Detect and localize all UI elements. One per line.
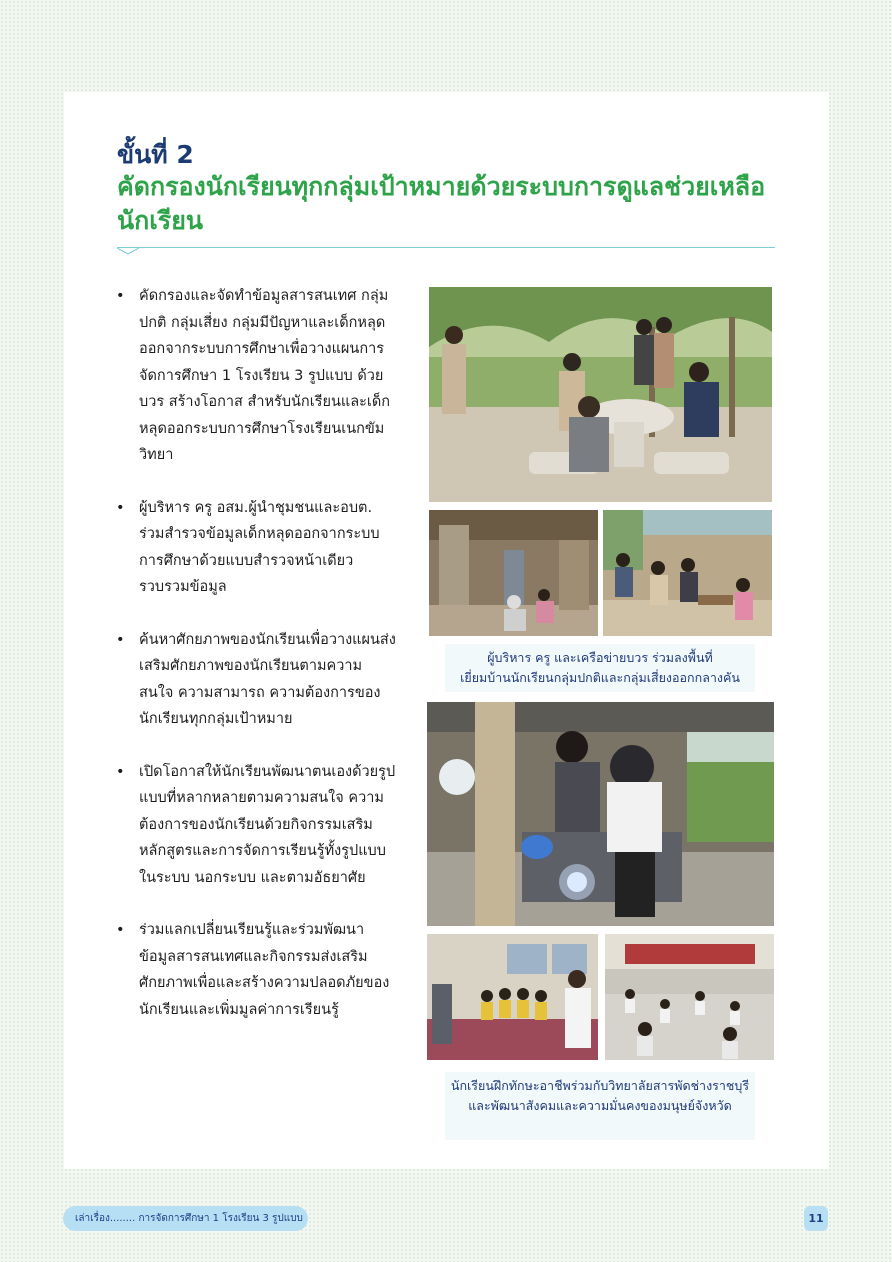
bullet-item: • ค้นหาศักยภาพของนักเรียนเพื่อวางแผนส่งเสริมศักยภาพของนักเรียนตามความสนใจ ความสามารถ ความต้องการของนักเรียนทุกกลุ่มเป้าหมาย [116, 627, 396, 733]
caption-line: เยี่ยมบ้านนักเรียนกลุ่มปกติและกลุ่มเสี่ยงออกกลางคัน [460, 670, 740, 685]
heading-divider [117, 247, 775, 248]
photo-classroom-activity [427, 934, 598, 1060]
bullet-item: • ร่วมแลกเปลี่ยนเรียนรู้และร่วมพัฒนาข้อมูลสารสนเทศและกิจกรรมส่งเสริมศักยภาพเพื่อและสร้างความปลอดภัยของนักเรียนและเพิ่มมูลค่าการเรียนรู้ [116, 917, 396, 1023]
photo-home-visit-outdoor [429, 287, 772, 502]
photo-community-meeting [603, 510, 772, 636]
divider-chevron-icon [117, 247, 139, 257]
bullet-item: • ผู้บริหาร ครู อสม.ผู้นำชุมชนและอบต. ร่วมสำรวจข้อมูลเด็กหลุดออกจากระบบการศึกษาด้วยแบบสำรวจหน้าเดียวรวบรวมข้อมูล [116, 495, 396, 601]
photo-caption-home-visit [445, 644, 755, 692]
bullet-item: • เปิดโอกาสให้นักเรียนพัฒนาตนเองด้วยรูปแบบที่หลากหลายตามความสนใจ ความต้องการของนักเรียนด้วยกิจกรรมเสริมหลักสูตรและการจัดการเรียนรู้ทั้งรูปแบบในระบบ นอกระบบ และตามอัธยาศัย [116, 759, 396, 892]
bullet-list [116, 283, 396, 1049]
photo-home-visit-indoor [429, 510, 598, 636]
step-label: ขั้นที่ 2 [117, 140, 194, 169]
footer-book-title: เล่าเรื่อง........ การจัดการศึกษา 1 โรงเรียน 3 รูปแบบ [63, 1206, 308, 1231]
page-heading: คัดกรองนักเรียนทุกกลุ่มเป้าหมายด้วยระบบการดูแลช่วยเหลือนักเรียน [117, 172, 766, 235]
photo-students-training [605, 934, 774, 1060]
photo-caption-vocational-training [445, 1072, 755, 1140]
caption-line: และพัฒนาสังคมและความมั่นคงของมนุษย์จังหวัด [468, 1098, 732, 1113]
page-number: 11 [804, 1206, 828, 1231]
caption-line: ผู้บริหาร ครู และเครือข่ายบวร ร่วมลงพื้นที่ [487, 650, 713, 665]
photo-welding-training [427, 702, 774, 926]
bullet-item: • คัดกรองและจัดทำข้อมูลสารสนเทศ กลุ่มปกติ กลุ่มเสี่ยง กลุ่มมีปัญหาและเด็กหลุดออกจากระบบการศึกษาเพื่อวางแผนการจัดการศึกษา 1 โรงเรียน 3 รูปแบบ ด้วย บวร สร้างโอกาส สำหรับนักเรียนและเด็กหลุดออกระบบการศึกษาโรงเรียนเนกขัมวิทยา [116, 283, 396, 469]
caption-line: นักเรียนฝึกทักษะอาชีพร่วมกับวิทยาลัยสารพัดช่างราชบุรี [450, 1078, 750, 1093]
